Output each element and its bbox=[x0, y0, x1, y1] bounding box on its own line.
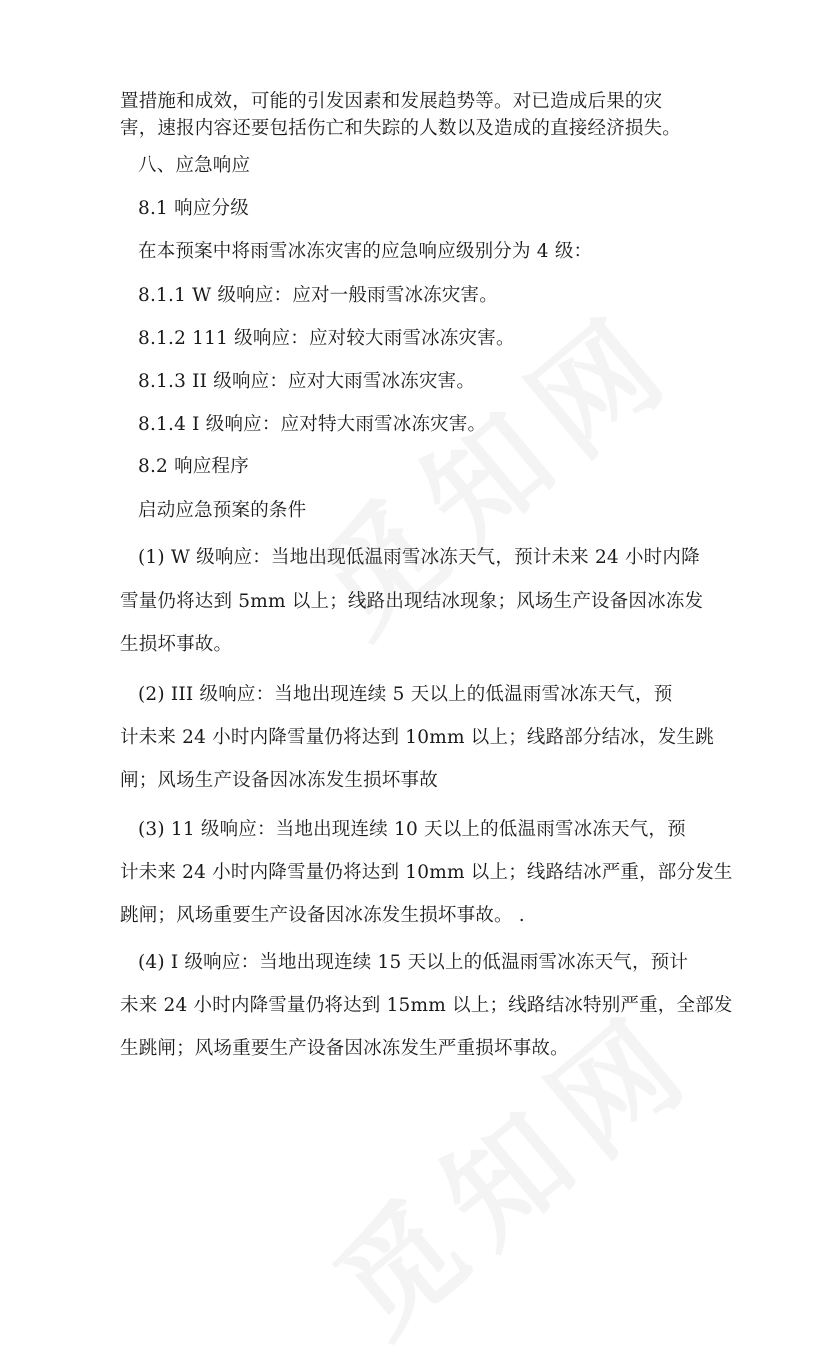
paragraph-line: 计未来 24 小时内降雪量仍将达到 10mm 以上；线路结冰严重，部分发生 bbox=[120, 862, 733, 883]
paragraph-line: 跳闸；风场重要生产设备因冰冻发生损坏事故。 . bbox=[120, 905, 525, 926]
paragraph-line: 未来 24 小时内降雪量仍将达到 15mm 以上；线路结冰特别严重，全部发 bbox=[120, 995, 733, 1016]
paragraph-line: 在本预案中将雨雪冰冻灾害的应急响应级别分为 4 级： bbox=[138, 241, 593, 262]
paragraph-line: 启动应急预案的条件 bbox=[138, 500, 307, 521]
paragraph-line: (2) III 级响应：当地出现连续 5 天以上的低温雨雪冰冻天气，预 bbox=[138, 684, 673, 705]
paragraph-line: 闸；风场生产设备因冰冻发生损坏事故 bbox=[120, 770, 438, 791]
watermark bbox=[294, 965, 726, 1367]
subsection-heading: 8.1 响应分级 bbox=[138, 198, 249, 219]
section-heading: 八、应急响应 bbox=[138, 155, 251, 176]
list-item: 8.1.4 I 级响应：应对特大雨雪冰冻灾害。 bbox=[138, 414, 487, 435]
paragraph-line: 雪量仍将达到 5mm 以上；线路出现结冰现象；风场生产设备因冰冻发 bbox=[120, 591, 704, 612]
paragraph-line: 害，速报内容还要包括伤亡和失踪的人数以及造成的直接经济损失。 bbox=[120, 118, 682, 139]
paragraph-line: (1) W 级响应：当地出现低温雨雪冰冻天气，预计未来 24 小时内降 bbox=[138, 547, 700, 568]
paragraph-line: 计未来 24 小时内降雪量仍将达到 10mm 以上；线路部分结冰，发生跳 bbox=[120, 727, 714, 748]
list-item: 8.1.1 W 级响应：应对一般雨雪冰冻灾害。 bbox=[138, 285, 498, 306]
paragraph-line: (4) I 级响应：当地出现连续 15 天以上的低温雨雪冰冻天气，预计 bbox=[138, 952, 689, 973]
paragraph-line: (3) 11 级响应：当地出现连续 10 天以上的低温雨雪冰冻天气，预 bbox=[138, 819, 686, 840]
subsection-heading: 8.2 响应程序 bbox=[138, 456, 249, 477]
list-item: 8.1.2 111 级响应：应对较大雨雪冰冻灾害。 bbox=[138, 328, 515, 349]
list-item: 8.1.3 II 级响应：应对大雨雪冰冻灾害。 bbox=[138, 371, 476, 392]
paragraph-line: 生跳闸；风场重要生产设备因冰冻发生严重损坏事故。 bbox=[120, 1038, 569, 1059]
paragraph-line: 置措施和成效，可能的引发因素和发展趋势等。对已造成后果的灾 bbox=[120, 91, 663, 112]
paragraph-line: 生损坏事故。 bbox=[120, 634, 233, 655]
